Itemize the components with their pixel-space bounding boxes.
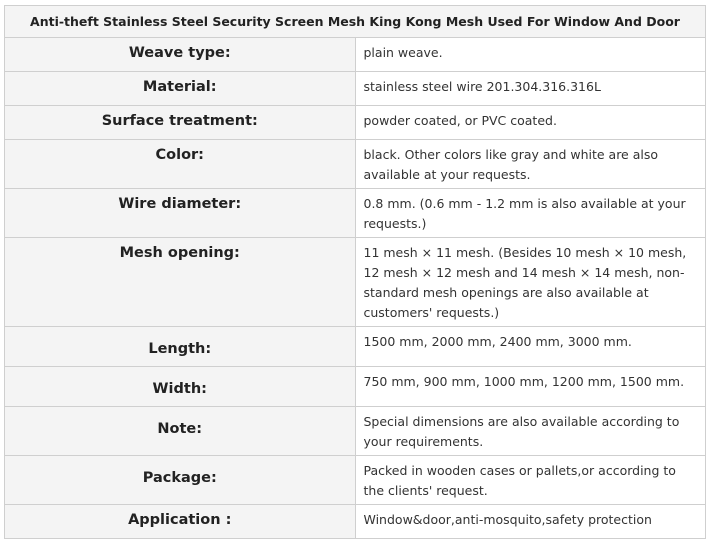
row-value-material: stainless steel wire 201.304.316.316L [355,72,706,106]
row-value-package: Packed in wooden cases or pallets,or according to the clients' request. [355,456,706,505]
row-label-wire-diameter: Wire diameter: [5,189,356,238]
row-value-color: black. Other colors like gray and white are also available at your requests. [355,140,706,189]
table-row [5,106,706,140]
row-value-length: 1500 mm, 2000 mm, 2400 mm, 3000 mm. [355,327,706,367]
table-row [5,327,706,367]
spec-table [4,5,706,539]
row-value-width: 750 mm, 900 mm, 1000 mm, 1200 mm, 1500 mm. [355,367,706,407]
table-row [5,407,706,456]
table-row [5,72,706,106]
table-row [5,140,706,189]
table-row [5,38,706,72]
table-title: Anti-theft Stainless Steel Security Screen Mesh King Kong Mesh Used For Window And Door [5,6,706,38]
row-label-application: Application : [5,505,356,539]
row-label-weave-type: Weave type: [5,38,356,72]
row-label-material: Material: [5,72,356,106]
row-label-length: Length: [5,327,356,367]
row-label-package: Package: [5,456,356,505]
table-row [5,505,706,539]
row-label-surface-treatment: Surface treatment: [5,106,356,140]
row-label-note: Note: [5,407,356,456]
row-value-mesh-opening: 11 mesh × 11 mesh. (Besides 10 mesh × 10 mesh, 12 mesh × 12 mesh and 14 mesh × 14 mesh, non-standard mesh openings are also available at customers' requests.) [355,238,706,327]
table-title-row [5,6,706,38]
table-row [5,189,706,238]
table-row [5,238,706,327]
table-row [5,456,706,505]
row-value-weave-type: plain weave. [355,38,706,72]
row-label-mesh-opening: Mesh opening: [5,238,356,327]
table-row [5,367,706,407]
row-label-color: Color: [5,140,356,189]
row-value-application: Window&door,anti-mosquito,safety protection [355,505,706,539]
row-value-note: Special dimensions are also available according to your requirements. [355,407,706,456]
row-label-width: Width: [5,367,356,407]
row-value-surface-treatment: powder coated, or PVC coated. [355,106,706,140]
row-value-wire-diameter: 0.8 mm. (0.6 mm - 1.2 mm is also available at your requests.) [355,189,706,238]
